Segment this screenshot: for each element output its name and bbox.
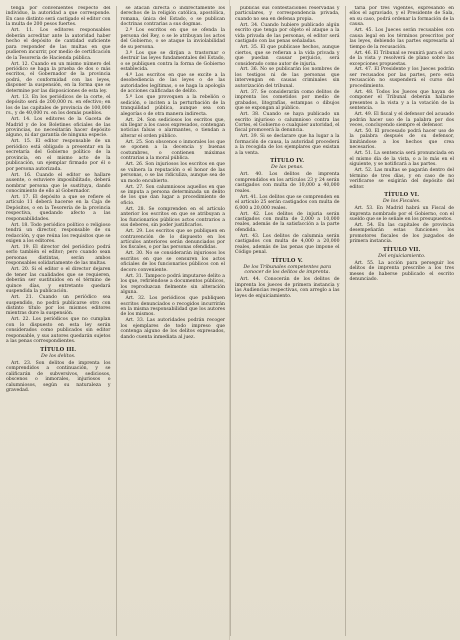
- article-paragraph: 3.º Los que se dirijan a trastornar o destruir las leyes fundamentales del Estado, o se publiquen contra la forma de Gobierno establecida.: [120, 50, 225, 72]
- column-4: [345, 6, 455, 636]
- article-paragraph: Art. 22. Los periódicos que no cumplan con lo dispuesto en esta ley serán considerados como publicados sin editor responsable, y sus autores quedarán sujetos a las penas correspondientes.: [6, 317, 111, 345]
- article-paragraph: Art. 24. Son sediciosos los escritos que, sin llegar a los casos expresados, contengan noticias falsas o alarmantes, o tiendan a alterar el orden público.: [120, 117, 225, 139]
- article-paragraph: Art. 55. La acción para perseguir los delitos de imprenta prescribe a los tres meses de haberse publicado el escrito denunciado.: [349, 260, 454, 283]
- page-fold: [229, 0, 230, 640]
- article-paragraph: 5.º Los que provoquen a la rebelión o sedición, o inciten a la perturbación de la tranquilidad pública, aunque sea con alegorías o de otra manera indirecta.: [120, 95, 225, 117]
- article-paragraph: Art. 44. Conocerán de los delitos de imprenta los jueces de primera instancia y las Audiencias respectivas, con arreglo a las leyes de enjuiciamiento.: [235, 277, 340, 299]
- article-paragraph: Art. 25. Son obscenos o inmorales los que se oponen a la decencia y buenas costumbres, o contienen máximas contrarias a la moral pública.: [120, 139, 225, 162]
- article-paragraph: Art. 31. Tampoco podrá imputarse delito a los que, refiriéndose a documentos públicos, los reproduzcan fielmente sin alteración alguna.: [120, 273, 225, 296]
- section-title: TÍTULO VII.: [382, 246, 421, 253]
- article-paragraph: Art. 19. El director del periódico podrá serlo también el editor; pero cuando sean personas distintas, serán ambos responsables solidariamente de las multas.: [6, 244, 111, 267]
- article-paragraph: públicas sus contestaciones reservadas y particulares, y correspondencia privada, cuando no sea en defensa propia.: [235, 6, 340, 22]
- article-paragraph: Art. 52. Las multas se pagarán dentro del término de tres días, y en caso de no verificarse se exigirán del depósito del editor.: [349, 168, 454, 190]
- article-paragraph: Art. 29. Los escritos que se publiquen en contravención de lo dispuesto en los artículos anteriores serán denunciados por los fiscales, o por las personas ofendidas.: [120, 229, 225, 251]
- article-paragraph: tenga por convenientes respecto del individuo, la autoridad a que corresponde. En caso distinto será castigado el editor con la multa de 200 pesos fuertes.: [6, 6, 111, 28]
- article-paragraph: taria por tres vigentes, expresando en ellos el agraviado, y el Presidente de Sala, en su caso, podrá ordenar la formación de la causa.: [349, 6, 454, 28]
- section-subtitle: De los delitos.: [41, 353, 76, 359]
- article-paragraph: Art. 17. El depósito a que se refiere el artículo 11 deberá hacerse en la Caja de Depósitos, o en la Tesorería de la provincia respectiva, quedando afecto a las responsabilidades.: [6, 194, 111, 222]
- article-paragraph: Art. 42. Los delitos de injuria serán castigados con multa de 2,000 a 10,000 reales, además de la satisfacción a la parte ofendida.: [235, 211, 340, 233]
- article-paragraph: Art. 49. El fiscal y el defensor del acusado podrán hacer uso de la palabra por dos veces, concluyendo siempre el defensor.: [349, 112, 454, 129]
- article-paragraph: Art. 23. Son delitos de imprenta los comprendidos a continuación, y se calificarán de subversivos, sediciosos, obscenos o inmorales, injuriosos o calumniosos, según su naturaleza y gravedad.: [6, 360, 111, 393]
- section-title: TÍTULO III.: [40, 346, 77, 353]
- article-paragraph: Art. 40. Los delitos de imprenta comprendidos en los artículos 23 y 24 serán castigados con multa de 10,000 a 40,000 reales.: [235, 172, 340, 194]
- section-title: TÍTULO VI.: [384, 191, 420, 198]
- article-paragraph: se atacan directa o indirectamente los derechos de la religión católica, apostólica, romana, única del Estado, o se publican doctrinas contrarias a sus dogmas.: [120, 6, 225, 28]
- article-paragraph: Art. 14. Los editores de la Gaceta de Madrid y de los Boletines oficiales de las provincias, no necesitarán hacer depósito alguno, ni dar garantía de ninguna especie.: [6, 117, 111, 139]
- article-paragraph: Art. 12. Cuando en un mismo número del periódico se haga la prueba de dos o más escritos, el Gobernador de la provincia podrá, de conformidad con las leyes, disponer la suspensión, en la forma que se determine por las disposiciones de esta ley.: [6, 61, 111, 94]
- article-paragraph: 2.º Los escritos en que se ofenda la persona del Rey, o se le atribuyan los actos del Gobierno, o se ataque la inviolabilidad de su persona.: [120, 28, 225, 50]
- article-paragraph: Art. 27. Son calumniosos aquellos en que se imputa a persona determinada un delito de los que dan lugar a procedimiento de oficio.: [120, 184, 225, 206]
- column-1: [6, 6, 111, 636]
- article-paragraph: Art. 50. El procesado podrá hacer uso de la palabra después de su defensor, limitándose a los hechos que crea necesarios.: [349, 128, 454, 151]
- article-paragraph: 4.º Los escritos en que se excite a la desobediencia de las leyes o de las autoridades legítimas, o se haga la apología de acciones calificadas de delito.: [120, 72, 225, 95]
- article-paragraph: Art. 37. Se considerarán como delitos de imprenta los cometidos por medio de grabados, litografías, estampas o dibujos que se expongan al público.: [235, 89, 340, 112]
- section-title: TÍTULO IV.: [270, 158, 305, 165]
- article-paragraph: Art. 30. No se considerarán injuriosos los escritos en que se censuren los actos oficiales de los funcionarios públicos con el decoro conveniente.: [120, 251, 225, 273]
- article-paragraph: Art. 51. La sentencia será pronunciada en el mismo día de la vista, o a lo más en el siguiente, y se notificará a las partes.: [349, 151, 454, 168]
- article-paragraph: Art. 39. Si se declarare que ha lugar a la formación de causa, la autoridad procederá a la recogida de los ejemplares que existan a la venta.: [235, 134, 340, 156]
- article-paragraph: Art. 54. En las capitales de provincia desempeñarán estas funciones los promotores fiscales de los juzgados de primera instancia.: [349, 222, 454, 245]
- column-2: [116, 6, 226, 636]
- article-paragraph: Art. 45. Los Jueces serán recusables con causa legal en los términos prescritos por las leyes, debiendo las partes expresarla al tiempo de la recusación.: [349, 28, 454, 50]
- section-subtitle: De las penas.: [271, 165, 304, 171]
- article-paragraph: Art. 32. Los periódicos que publiquen escritos denunciados o recogidos incurrirán en la misma responsabilidad que los autores de los mismos.: [120, 296, 225, 318]
- column-3: [230, 6, 340, 636]
- article-paragraph: Art. 47. El Presidente y los Jueces podrán ser recusados por las partes, pero esta recusación no suspenderá el curso del procedimiento.: [349, 67, 454, 89]
- article-paragraph: Art. 16. Cuando el editor se hallare ausente, o estuviere imposibilitado, deberá nombrar persona que le sustituya, dando conocimiento de ello al Gobernador.: [6, 172, 111, 194]
- columns: [6, 6, 454, 636]
- section-title: TÍTULO V.: [271, 257, 303, 264]
- article-paragraph: Art. 34. Cuando hubiere publicado algún escrito que tenga por objeto el ataque a la vida privada de las personas, el editor será castigado con las penas señaladas.: [235, 22, 340, 45]
- article-paragraph: Art. 48. Todos los Jueces que hayan de componer el Tribunal deberán hallarse presentes a la vista y a la votación de la sentencia.: [349, 89, 454, 112]
- article-paragraph: Art. 26. Son injuriosos los escritos en que se vulnera la reputación o el honor de las personas, o se las ridiculiza, aunque sea de un modo encubierto.: [120, 162, 225, 184]
- article-paragraph: Art. 38. Cuando se haya publicado un escrito injurioso o calumnioso contra las Cortes, el Gobierno o cualquier autoridad, el fiscal promoverá la denuncia.: [235, 112, 340, 134]
- article-paragraph: Art. 21. Cuando un periódico sea suspendido, no podrá publicarse otro con distinto título por los mismos editores mientras dure la suspensión.: [6, 295, 111, 317]
- article-paragraph: Art. 35. El que publicase hechos, aunque ciertos, que se refieran a la vida privada y que puedan causar perjuicio, será considerado como autor de injuria.: [235, 45, 340, 67]
- article-paragraph: Art. 28. Se comprenden en el artículo anterior los escritos en que se atribuyan a los funcionarios públicos actos contrarios a sus deberes, sin poder justificarlos.: [120, 206, 225, 229]
- article-paragraph: Art. 33. Las autoridades podrán recoger los ejemplares de todo impreso que contenga alguno de los delitos expresados, dando cuenta inmediata al juez.: [120, 318, 225, 340]
- section-subtitle: De los Tribunales competentes para conocer de los delitos de imprenta.: [243, 264, 332, 276]
- article-paragraph: Art. 11. Los editores responsables deberán acreditar ante la autoridad haber hecho el depósito de cantidad suficiente para responder de las multas en que pudieren incurrir, por medio de certificación de la Tesorería de Hacienda pública.: [6, 28, 111, 61]
- article-paragraph: Art. 53. En Madrid habrá un Fiscal de imprenta nombrado por el Gobierno, con el sueldo que se le señale en los presupuestos.: [349, 206, 454, 222]
- article-paragraph: Art. 41. Los delitos que se comprenden en el artículo 25 serán castigados con multa de 6,000 a 20,000 reales.: [235, 194, 340, 211]
- section-subtitle: De los Fiscales.: [382, 198, 421, 204]
- article-paragraph: Art. 36. No se publicarán los nombres de los testigos ni de las personas que intervengan en causas criminales sin autorización del tribunal.: [235, 67, 340, 89]
- article-paragraph: Art. 20. Si el editor o el director dejaren de tener las cualidades que se requieren, deberán ser sustituidos en el término de quince días, y entretanto quedará suspendida la publicación.: [6, 267, 111, 295]
- article-paragraph: Art. 18. Todo periódico político o religioso tendrá un director, responsable de su redacción, y que reúna los requisitos que se exigen a los editores.: [6, 222, 111, 245]
- article-paragraph: Art. 13. En los periódicos de la corte, el depósito será de 200,000 rs. en efectivo; en los de las capitales de provincia de 100,000 rs., y de 40,000 rs. en los demás pueblos.: [6, 94, 111, 117]
- section-subtitle: Del enjuiciamiento.: [378, 253, 426, 259]
- article-paragraph: Art. 43. Los delitos de calumnia serán castigados con multa de 4,000 a 20,000 reales, además de las penas que impone el Código penal.: [235, 233, 340, 256]
- article-paragraph: Art. 46. El Tribunal se reunirá para el acto de la vista y resolverá de plano sobre las excepciones propuestas.: [349, 50, 454, 67]
- article-paragraph: Art. 15. El editor responsable de un periódico está obligado a presentar en la secretaría del Gobierno político de la provincia, en el mismo acto de la publicación, un ejemplar firmado por él o por persona autorizada.: [6, 139, 111, 172]
